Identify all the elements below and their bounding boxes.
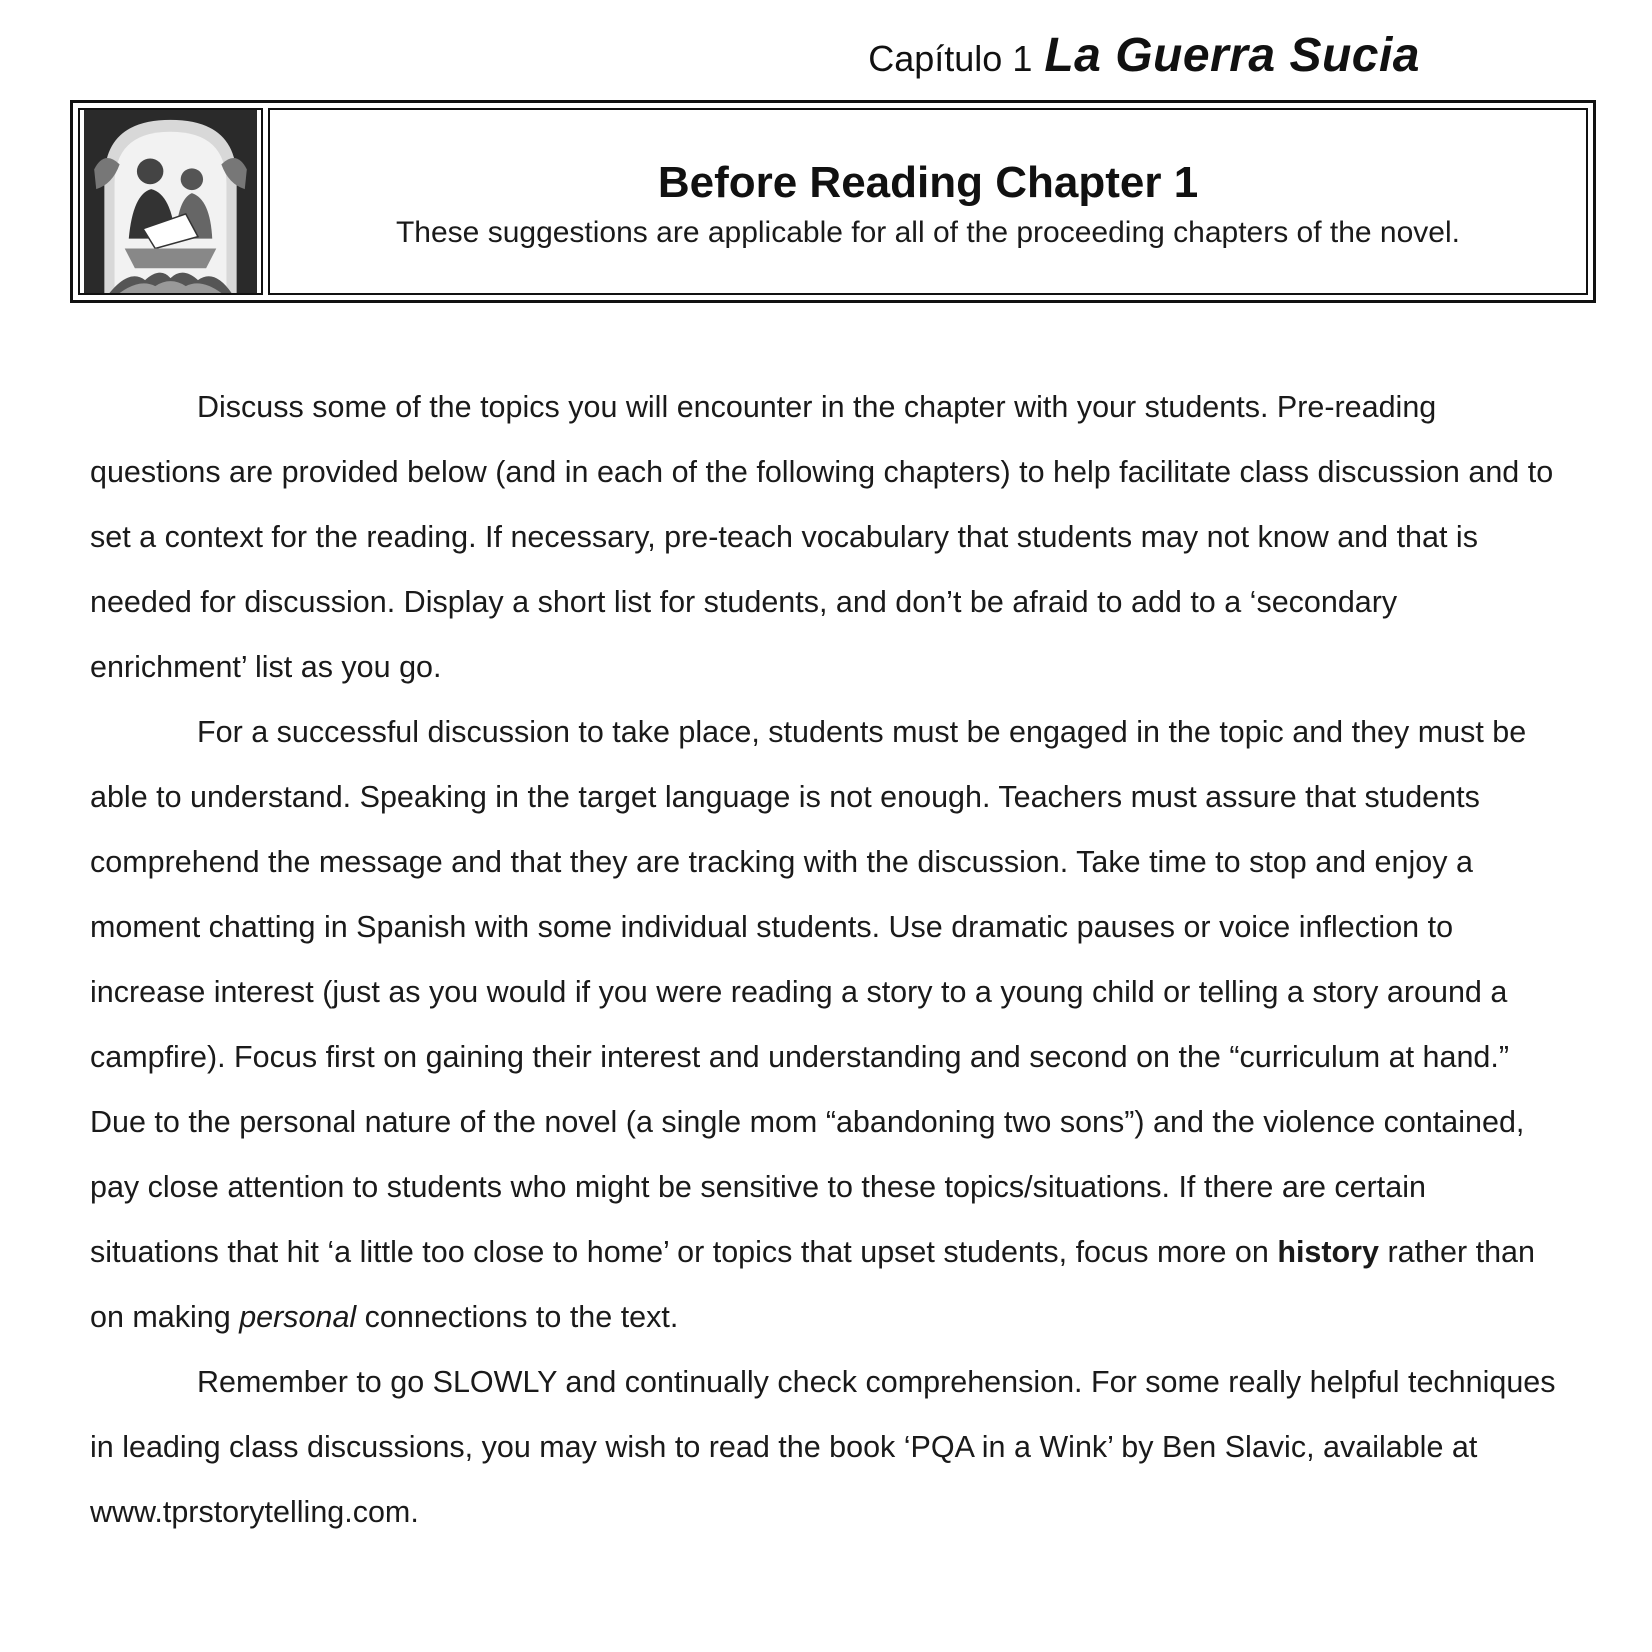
illustration-frame <box>78 108 263 295</box>
paragraph-3: Remember to go SLOWLY and continually check comprehension. For some really helpful techniques in leading class discussions, you may wish to read the book ‘PQA in a Wink’ by Ben Slavic, available at www.tprstorytelling.com. <box>90 1365 1556 1529</box>
emphasis-personal: personal <box>239 1300 357 1334</box>
vintage-illustration-icon <box>84 110 257 293</box>
paragraph-2-text-3: connections to the text. <box>356 1300 679 1334</box>
section-subtitle: These suggestions are applicable for all of the proceeding chapters of the novel. <box>395 215 1460 249</box>
chapter-header <box>868 28 1420 83</box>
chapter-title: La Guerra Sucia <box>1044 29 1420 82</box>
paragraph-2 <box>90 700 1560 1350</box>
paragraph-2-text-1: For a successful discussion to take place, students must be engaged in the topic and they must be able to understand. Speaking in the target language is not enough. Teachers must assure that students comprehend the message and that they are tracking with the discussion. Take time to stop and enjoy a moment chatting in Spanish with some individual students. Use dramatic pauses or voice inflection to increase interest (just as you would if you were reading a story to a young child or telling a story around a campfire). Focus first on gaining their interest and understanding and second on the “curriculum at hand.” Due to the personal nature of the novel (a single mom “abandoning two sons”) and the violence contained, pay close attention to students who might be sensitive to these topics/situations. If there are certain situations that hit ‘a little too close to home’ or topics that upset students, focus more on <box>90 715 1527 1269</box>
before-reading-banner <box>70 100 1596 303</box>
body-text <box>90 375 1560 1545</box>
emphasis-history: history <box>1277 1235 1379 1269</box>
paragraph-2-text-2: rather than on making <box>90 1235 1535 1334</box>
section-heading: Before Reading Chapter 1 <box>657 158 1199 208</box>
banner-text-box <box>268 108 1588 295</box>
paragraph-1: Discuss some of the topics you will encounter in the chapter with your students. Pre-reading questions are provided below (and in each of the following chapters) to help facilitate class discussion and to set a context for the reading. If necessary, pre-teach vocabulary that students may not know and that is needed for discussion. Display a short list for students, and don’t be afraid to add to a ‘secondary enrichment’ list as you go. <box>90 390 1554 684</box>
chapter-number: Capítulo 1 <box>868 38 1033 79</box>
